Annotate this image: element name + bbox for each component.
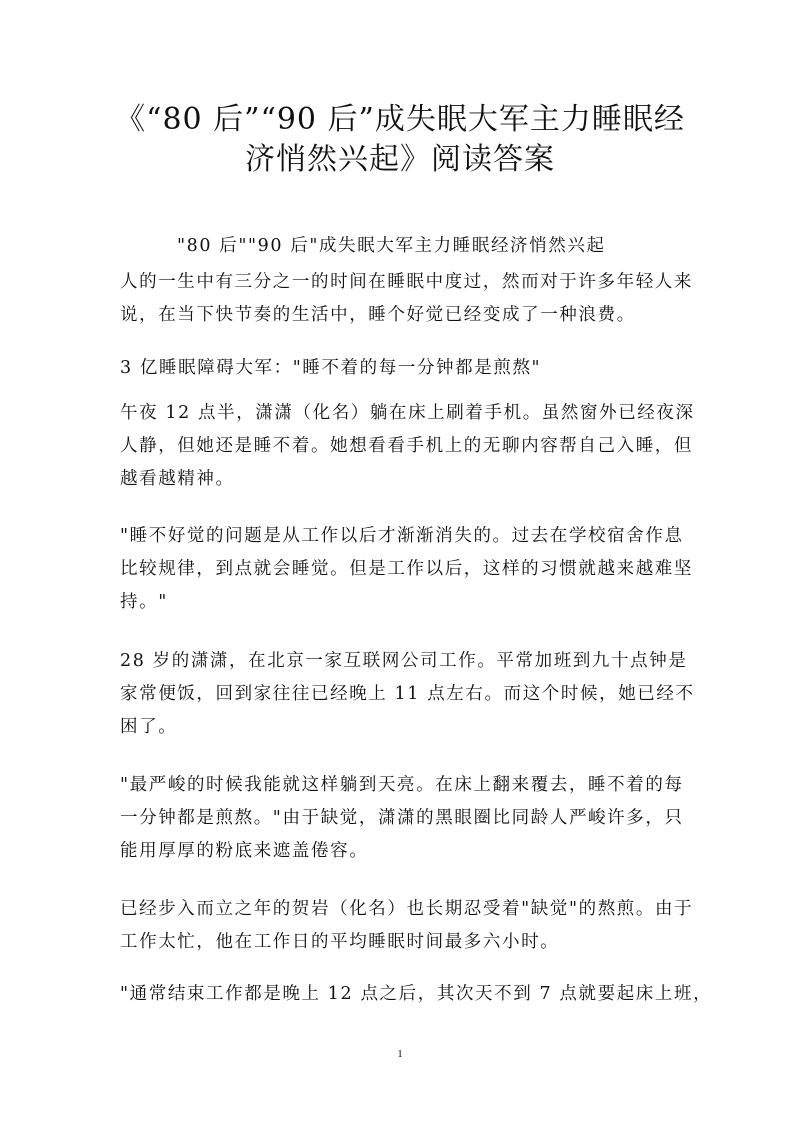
paragraph-1 — [120, 266, 693, 332]
paragraph-line: 一分钟都是煎熬。"由于缺觉，潇潇的黑眼圈比同龄人严峻许多，只 — [120, 808, 684, 828]
paragraph-line: 越看越精神。 — [120, 469, 235, 489]
paragraph-5 — [120, 645, 695, 744]
paragraph-8 — [120, 978, 713, 1011]
paragraph-line: 午夜 12 点半，潇潇（化名）躺在床上刷着手机。虽然窗外已经夜深 — [120, 403, 695, 423]
paragraph-line: 家常便饭，回到家往往已经晚上 11 点左右。而这个时候，她已经不 — [120, 684, 695, 704]
paragraph-line: 人静，但她还是睡不着。她想看看手机上的无聊内容帮自己入睡，但 — [120, 436, 693, 456]
paragraph-2 — [120, 352, 690, 385]
paragraph-line: "最严峻的时候我能就这样躺到天亮。在床上翻来覆去，睡不着的每 — [120, 775, 684, 795]
paragraph-line: 能用厚厚的粉底来遮盖倦容。 — [120, 841, 369, 861]
paragraph-line: 已经步入而立之年的贺岩（化名）也长期忍受着"缺觉"的熬煎。由于 — [120, 899, 694, 919]
paragraph-line: 持。" — [120, 592, 168, 612]
paragraph-6 — [120, 769, 690, 868]
paragraph-line: "通常结束工作都是晚上 12 点之后，其次天不到 7 点就要起床上班， — [120, 984, 713, 1004]
paragraph-3 — [120, 397, 695, 496]
paragraph-line: 困了。 — [120, 717, 178, 737]
paragraph-line: 人的一生中有三分之一的时间在睡眠中度过，然而对于许多年轻人来 — [120, 272, 693, 292]
paragraph-line: 比较规律，到点就会睡觉。但是工作以后，这样的习惯就越来越难坚 — [120, 559, 693, 579]
paragraph-7 — [120, 893, 694, 959]
paragraph-line: 28 岁的潇潇，在北京一家互联网公司工作。平常加班到九十点钟是 — [120, 651, 688, 671]
paragraph-line: "睡不好觉的问题是从工作以后才渐渐消失的。过去在学校宿舍作息 — [120, 526, 684, 546]
subtitle — [177, 230, 747, 263]
document-title-line-1: 《“80 后”“90 后”成失眠大军主力睡眠经 — [115, 102, 685, 137]
paragraph-line: 3 亿睡眠障碍大军："睡不着的每一分钟都是煎熬" — [120, 358, 542, 378]
paragraph-4 — [120, 520, 693, 619]
subtitle-text: "80 后""90 后"成失眠大军主力睡眠经济悄然兴起 — [177, 236, 606, 256]
paragraph-line: 工作太忙，他在工作日的平均睡眠时间最多六小时。 — [120, 932, 560, 952]
document-title-line-2: 济悄然兴起》阅读答案 — [245, 142, 555, 177]
page-number: 1 — [397, 1048, 403, 1060]
paragraph-line: 说，在当下快节奏的生活中，睡个好觉已经变成了一种浪费。 — [120, 305, 636, 325]
